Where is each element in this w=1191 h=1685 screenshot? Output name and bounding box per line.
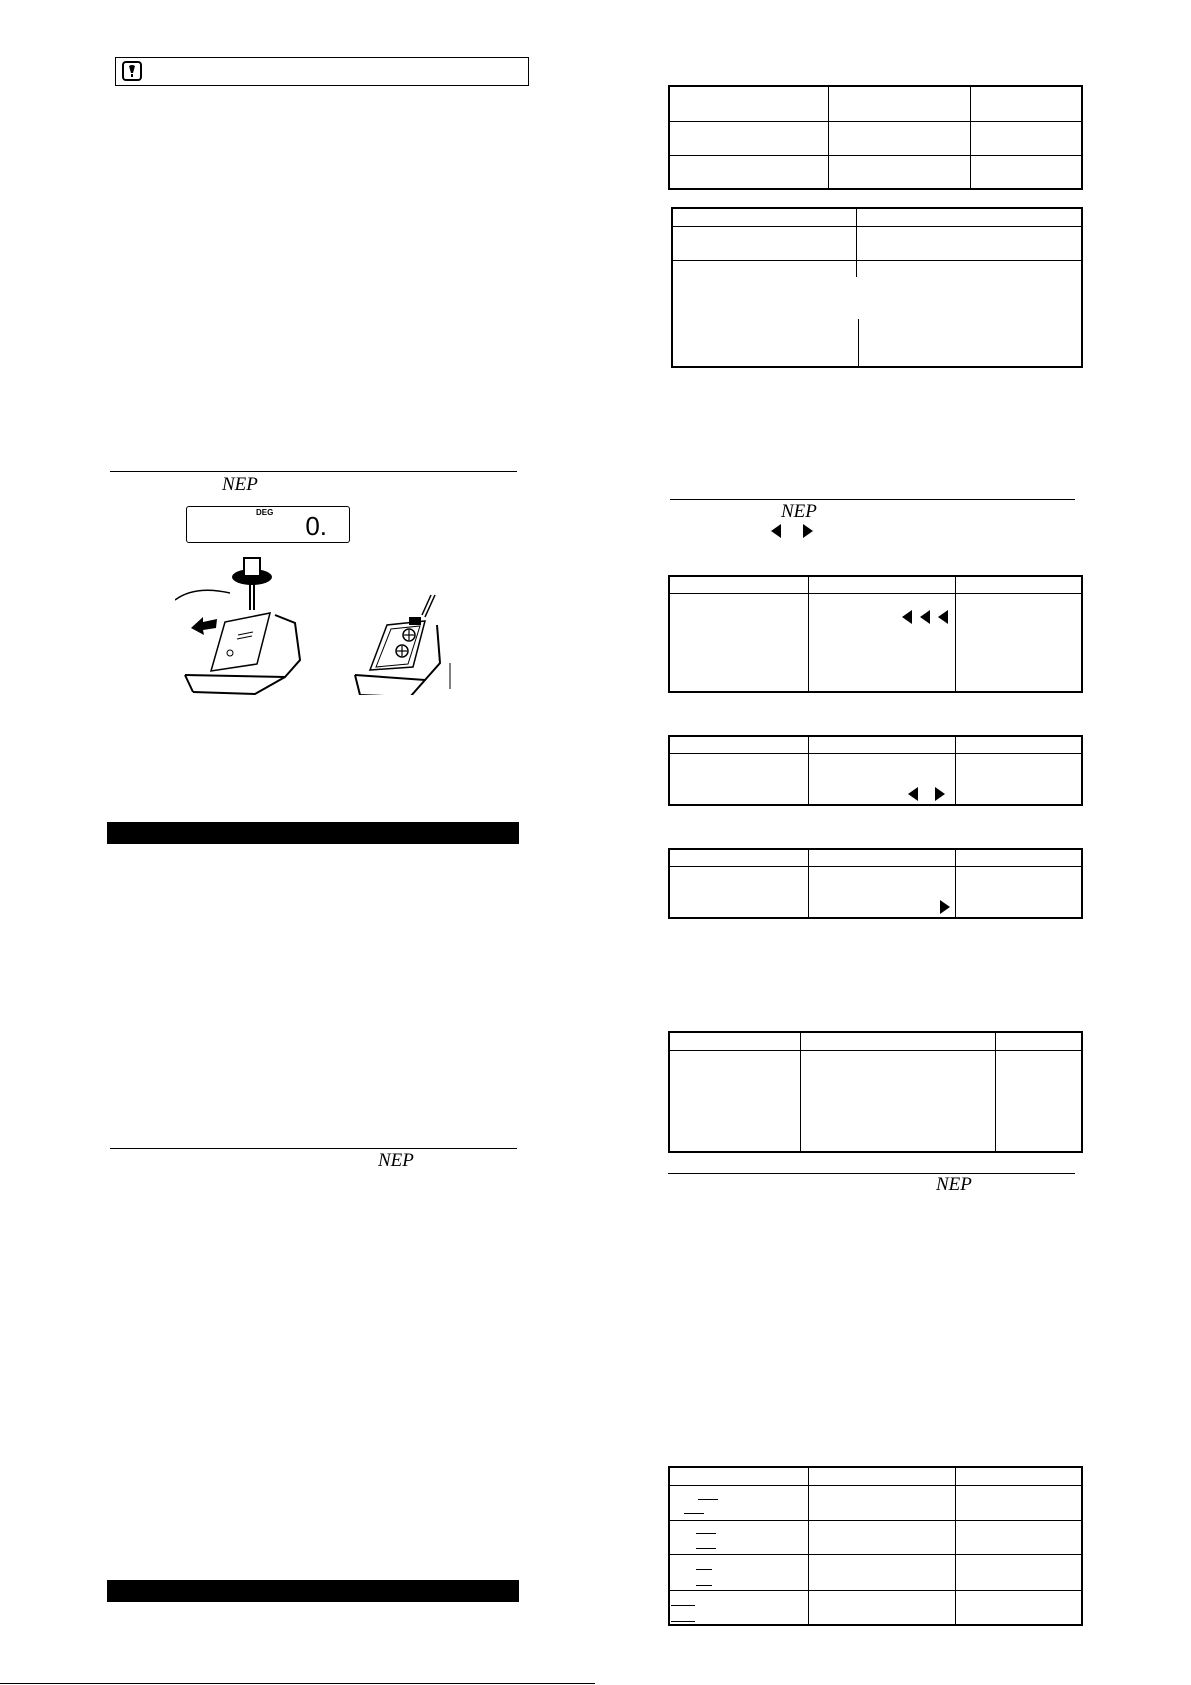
section-divider (110, 471, 517, 472)
nep-label: NEP (781, 501, 817, 522)
lcd-display (186, 506, 350, 543)
nep-label: NEP (936, 1174, 972, 1195)
left-arrow-key-icon (908, 787, 918, 801)
left-arrow-key-icon (920, 610, 930, 624)
right-arrow-key-icon (940, 900, 950, 914)
fraction-bar (671, 1605, 695, 1606)
display-value: 0. (305, 511, 327, 541)
section-divider (670, 499, 1075, 500)
table-7 (668, 1466, 1083, 1626)
table-6 (668, 1031, 1083, 1153)
fraction-bar (671, 1621, 695, 1622)
reset-illustration (175, 555, 465, 695)
section-header-bar (107, 1580, 519, 1602)
angle-mode-indicator: DEG (256, 508, 274, 517)
table-1 (668, 85, 1083, 190)
section-divider (668, 1173, 1075, 1174)
fraction-bar (696, 1533, 716, 1534)
fraction-bar (696, 1548, 716, 1549)
table-4 (668, 735, 1083, 806)
left-arrow-key-icon (902, 610, 912, 624)
note-box (115, 57, 529, 86)
fraction-bar (684, 1513, 704, 1514)
fraction-bar (696, 1569, 712, 1570)
section-divider (110, 1148, 517, 1149)
page-bottom-rule (0, 1683, 595, 1684)
nep-label: NEP (378, 1150, 414, 1171)
fraction-bar (696, 1585, 712, 1586)
fraction-bar (698, 1499, 718, 1500)
table-2 (671, 207, 1083, 368)
table-5 (668, 848, 1083, 919)
table-3 (668, 575, 1083, 693)
right-arrow-key-icon (935, 787, 945, 801)
caution-icon (122, 61, 142, 86)
right-arrow-key-icon (803, 524, 813, 538)
left-arrow-key-icon (938, 610, 948, 624)
section-header-bar (107, 822, 519, 844)
nep-label: NEP (222, 474, 258, 495)
left-arrow-key-icon (771, 524, 781, 538)
